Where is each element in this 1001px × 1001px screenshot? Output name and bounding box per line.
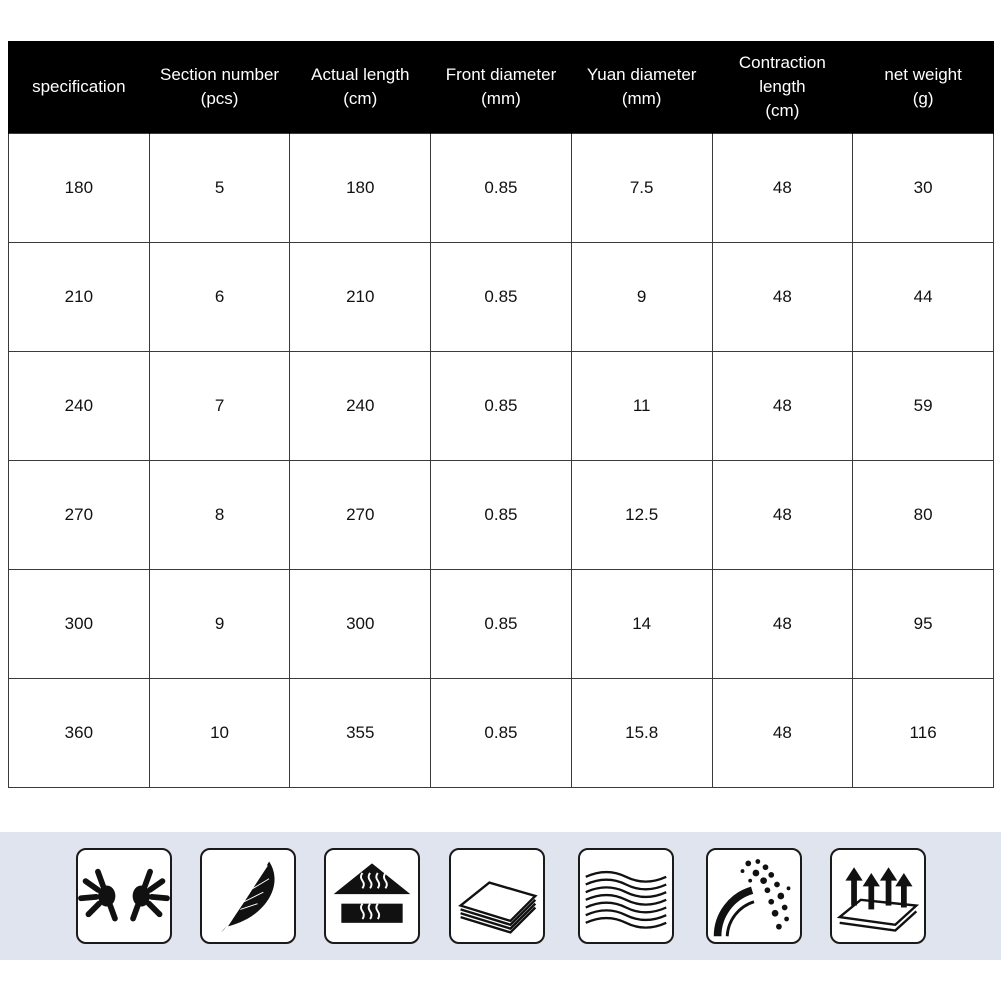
table-header-row xyxy=(9,41,994,134)
cell-front-diameter: 0.85 xyxy=(431,243,572,352)
table-row xyxy=(9,461,994,570)
cell-specification: 300 xyxy=(9,570,150,679)
cell-contraction-length: 48 xyxy=(712,243,853,352)
cell-yuan-diameter: 14 xyxy=(571,570,712,679)
header-actual-length: Actual length (cm) xyxy=(290,41,431,134)
cell-section-number: 5 xyxy=(149,134,290,243)
cell-net-weight: 116 xyxy=(853,679,994,788)
wavy-layers-icon xyxy=(578,848,674,944)
header-contraction-length: Contraction length (cm) xyxy=(712,41,853,134)
cell-actual-length: 240 xyxy=(290,352,431,461)
cell-front-diameter: 0.85 xyxy=(431,570,572,679)
cell-front-diameter: 0.85 xyxy=(431,352,572,461)
cell-specification: 270 xyxy=(9,461,150,570)
header-yuan-diameter: Yuan diameter (mm) xyxy=(571,41,712,134)
specification-table xyxy=(8,41,994,788)
hands-spread-icon xyxy=(76,848,172,944)
cell-contraction-length: 48 xyxy=(712,679,853,788)
cell-contraction-length: 48 xyxy=(712,134,853,243)
table-row xyxy=(9,679,994,788)
cell-section-number: 8 xyxy=(149,461,290,570)
feather-icon xyxy=(200,848,296,944)
cell-actual-length: 210 xyxy=(290,243,431,352)
cell-actual-length: 300 xyxy=(290,570,431,679)
cell-yuan-diameter: 7.5 xyxy=(571,134,712,243)
cell-actual-length: 355 xyxy=(290,679,431,788)
cell-section-number: 7 xyxy=(149,352,290,461)
header-net-weight: net weight (g) xyxy=(853,41,994,134)
cell-specification: 180 xyxy=(9,134,150,243)
cell-actual-length: 270 xyxy=(290,461,431,570)
cell-yuan-diameter: 15.8 xyxy=(571,679,712,788)
cell-front-diameter: 0.85 xyxy=(431,134,572,243)
cell-yuan-diameter: 11 xyxy=(571,352,712,461)
cell-specification: 360 xyxy=(9,679,150,788)
table-row xyxy=(9,352,994,461)
cell-contraction-length: 48 xyxy=(712,570,853,679)
heat-insulation-icon xyxy=(324,848,420,944)
cell-section-number: 9 xyxy=(149,570,290,679)
cell-yuan-diameter: 12.5 xyxy=(571,461,712,570)
cell-net-weight: 59 xyxy=(853,352,994,461)
cell-net-weight: 30 xyxy=(853,134,994,243)
cell-specification: 210 xyxy=(9,243,150,352)
cell-net-weight: 44 xyxy=(853,243,994,352)
cell-contraction-length: 48 xyxy=(712,461,853,570)
feature-icon-band xyxy=(0,832,1001,960)
cell-section-number: 10 xyxy=(149,679,290,788)
cell-section-number: 6 xyxy=(149,243,290,352)
header-front-diameter: Front diameter (mm) xyxy=(431,41,572,134)
cell-net-weight: 80 xyxy=(853,461,994,570)
cell-actual-length: 180 xyxy=(290,134,431,243)
table-row xyxy=(9,243,994,352)
cell-contraction-length: 48 xyxy=(712,352,853,461)
cell-front-diameter: 0.85 xyxy=(431,461,572,570)
layered-sheets-icon xyxy=(449,848,545,944)
breathable-arrows-icon xyxy=(830,848,926,944)
cell-front-diameter: 0.85 xyxy=(431,679,572,788)
table-row xyxy=(9,570,994,679)
cell-net-weight: 95 xyxy=(853,570,994,679)
header-section-number: Section number (pcs) xyxy=(149,41,290,134)
header-specification: specification xyxy=(9,41,150,134)
table-row xyxy=(9,134,994,243)
cell-yuan-diameter: 9 xyxy=(571,243,712,352)
particles-wheel-icon xyxy=(706,848,802,944)
cell-specification: 240 xyxy=(9,352,150,461)
